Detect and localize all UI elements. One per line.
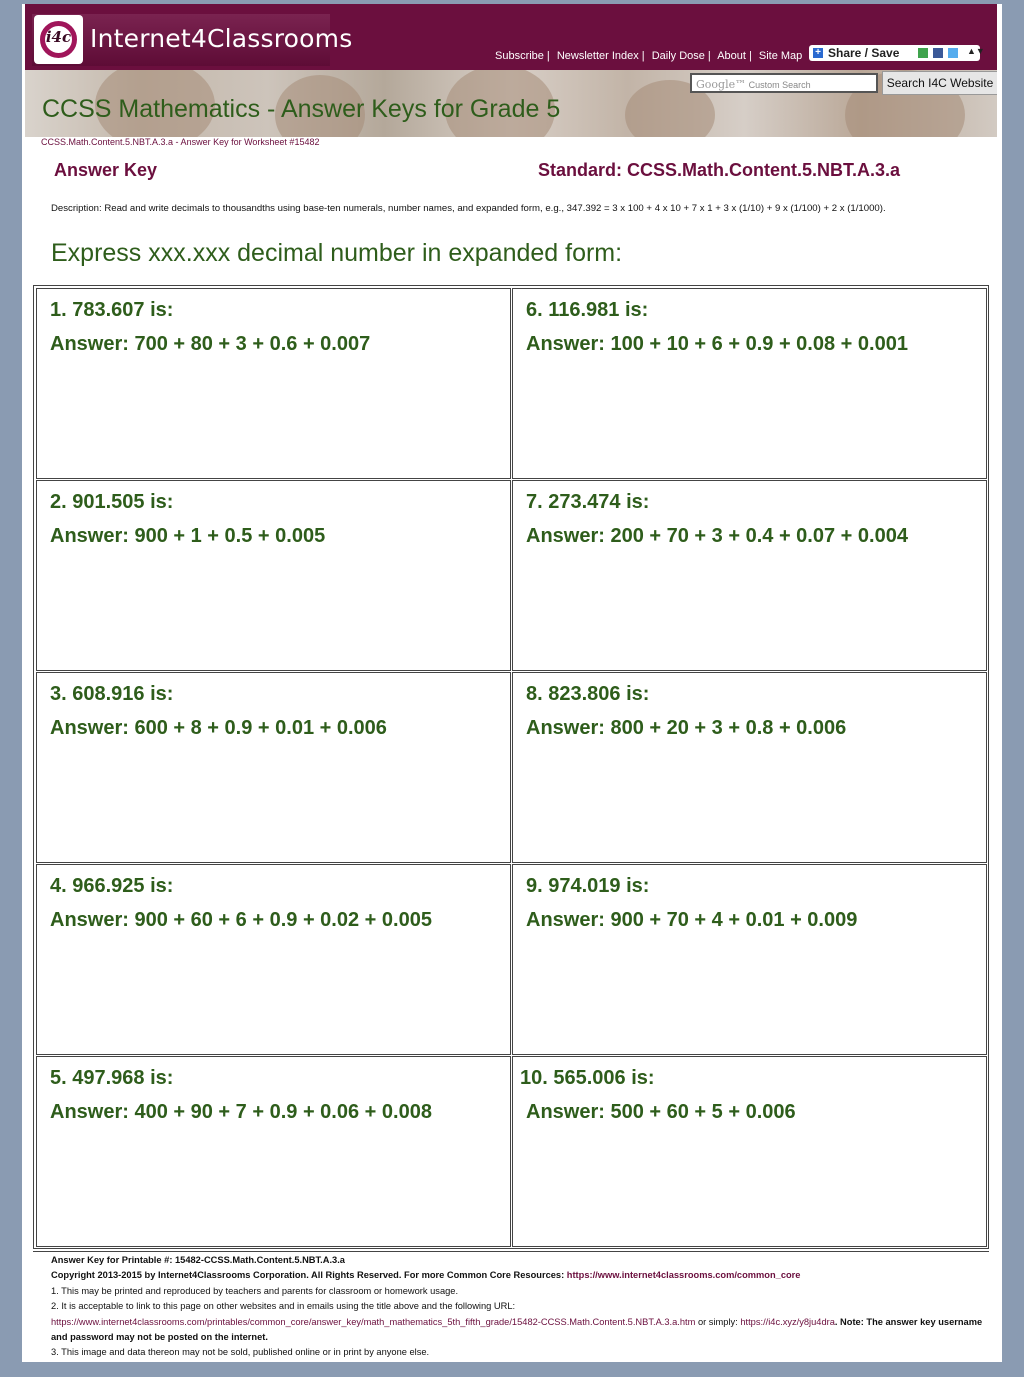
nav-newsletter-index[interactable]: Newsletter Index bbox=[556, 50, 639, 62]
problem-question: 10. 565.006 is: bbox=[520, 1067, 655, 1089]
description: Description: Read and write decimals to thousandths using base-ten numerals, number names, and expanded form, e.g., 347.392 = 3 x 100 + 4 x 10 + 7 x 1 + 3 x (1/10) + 9 x (1/100) + 2 x (1/1000). bbox=[51, 203, 886, 214]
problem-answer: Answer: 200 + 70 + 3 + 0.4 + 0.07 + 0.004 bbox=[526, 525, 908, 547]
search-button[interactable]: Search I4C Website bbox=[882, 71, 997, 95]
problem-cell bbox=[36, 1056, 511, 1247]
problem-answer: Answer: 900 + 70 + 4 + 0.01 + 0.009 bbox=[526, 909, 858, 931]
problem-cell bbox=[512, 672, 987, 863]
logo-name: Internet4Classrooms bbox=[90, 24, 353, 53]
problem-question: 2. 901.505 is: bbox=[50, 491, 174, 513]
problem-cell bbox=[36, 288, 511, 479]
problem-question: 1. 783.607 is: bbox=[50, 299, 174, 321]
standard-label: Standard: CCSS.Math.Content.5.NBT.A.3.a bbox=[538, 160, 901, 180]
short-url-link[interactable]: https://i4c.xyz/y8ju4dra bbox=[740, 1316, 835, 1327]
site-logo[interactable] bbox=[32, 14, 353, 66]
breadcrumb[interactable]: CCSS.Math.Content.5.NBT.A.3.a - Answer Key for Worksheet #15482 bbox=[41, 137, 320, 147]
header-bar bbox=[25, 4, 997, 70]
problem-cell bbox=[36, 672, 511, 863]
nav-site-map[interactable]: Site Map bbox=[758, 50, 803, 62]
footer-note-3: 3. This image and data thereon may not be sold, published online or in print by anyone else. bbox=[51, 1347, 430, 1358]
problem-answer: Answer: 600 + 8 + 0.9 + 0.01 + 0.006 bbox=[50, 717, 387, 739]
problem-answer: Answer: 400 + 90 + 7 + 0.9 + 0.06 + 0.008 bbox=[50, 1101, 432, 1123]
problem-question: 9. 974.019 is: bbox=[526, 875, 650, 897]
nav-daily-dose[interactable]: Daily Dose bbox=[651, 50, 705, 62]
problem-cell bbox=[36, 864, 511, 1055]
problem-answer: Answer: 100 + 10 + 6 + 0.9 + 0.08 + 0.001 bbox=[526, 333, 908, 355]
footer bbox=[51, 1253, 986, 1361]
top-nav: Subscribe | Newsletter Index | Daily Dose | About | Site Map bbox=[495, 50, 803, 62]
share-icon bbox=[918, 48, 928, 58]
nav-about[interactable]: About bbox=[717, 50, 746, 62]
problem-question: 6. 116.981 is: bbox=[526, 299, 649, 321]
problem-question: 3. 608.916 is: bbox=[50, 683, 174, 705]
answer-grid bbox=[33, 285, 989, 1249]
instruction: Express xxx.xxx decimal number in expanded form: bbox=[51, 239, 623, 267]
footer-note-2: 2. It is acceptable to link to this page on other websites and in emails using the title above and the following URL: bbox=[51, 1301, 516, 1312]
problem-cell bbox=[512, 1056, 987, 1247]
problem-answer: Answer: 900 + 60 + 6 + 0.9 + 0.02 + 0.005 bbox=[50, 909, 432, 931]
i4c-logo-icon: i4c bbox=[34, 15, 83, 64]
footer-copyright: Copyright 2013-2015 by Internet4Classrooms Corporation. All Rights Reserved. For more Common Core Resources: https://www.internet4classrooms.com/common_core bbox=[51, 1270, 801, 1281]
footer-divider bbox=[33, 1251, 989, 1252]
footer-printable: Answer Key for Printable #: 15482-CCSS.Math.Content.5.NBT.A.3.a bbox=[51, 1255, 345, 1265]
problem-answer: Answer: 900 + 1 + 0.5 + 0.005 bbox=[50, 525, 326, 547]
footer-note-1: 1. This may be printed and reproduced by teachers and parents for classroom or homework usage. bbox=[51, 1285, 459, 1296]
answer-key-label: Answer Key bbox=[54, 160, 158, 180]
problem-cell bbox=[512, 864, 987, 1055]
banner bbox=[25, 70, 997, 137]
problem-cell bbox=[512, 288, 987, 479]
problem-question: 8. 823.806 is: bbox=[526, 683, 650, 705]
facebook-icon bbox=[933, 48, 943, 58]
problem-question: 5. 497.968 is: bbox=[50, 1067, 174, 1089]
updown-arrows-icon: ▲▼ bbox=[967, 46, 985, 56]
twitter-icon bbox=[948, 48, 958, 58]
common-core-link[interactable]: https://www.internet4classrooms.com/common_core bbox=[566, 1270, 801, 1281]
page bbox=[22, 4, 1002, 1362]
share-save-button[interactable]: + Share / Save ▲▼ bbox=[809, 45, 980, 61]
nav-subscribe[interactable]: Subscribe bbox=[495, 50, 544, 62]
problem-answer: Answer: 500 + 60 + 5 + 0.006 bbox=[526, 1101, 796, 1123]
problem-question: 7. 273.474 is: bbox=[526, 491, 650, 513]
problem-cell bbox=[36, 480, 511, 671]
footer-urls: https://www.internet4classrooms.com/printables/common_core/answer_key/math_mathematics_5th_fifth_grade/15482-CCSS.Math.Content.5.NBT.A.3.a.htm or simply: https://i4c.xyz/y8ju4dra. Note: The answer key username and password may not be posted on the internet. bbox=[51, 1316, 983, 1343]
problem-answer: Answer: 800 + 20 + 3 + 0.8 + 0.006 bbox=[526, 717, 847, 739]
problem-answer: Answer: 700 + 80 + 3 + 0.6 + 0.007 bbox=[50, 333, 371, 355]
long-url-link[interactable]: https://www.internet4classrooms.com/printables/common_core/answer_key/math_mathematics_5th_fifth_grade/15482-CCSS.Math.Content.5.NBT.A.3.a.htm bbox=[51, 1316, 696, 1327]
search-input[interactable]: Google™ Custom Search bbox=[690, 73, 878, 93]
problem-question: 4. 966.925 is: bbox=[50, 875, 174, 897]
problem-cell bbox=[512, 480, 987, 671]
plus-icon: + bbox=[813, 48, 823, 58]
page-title: CCSS Mathematics - Answer Keys for Grade 5 bbox=[42, 95, 561, 123]
